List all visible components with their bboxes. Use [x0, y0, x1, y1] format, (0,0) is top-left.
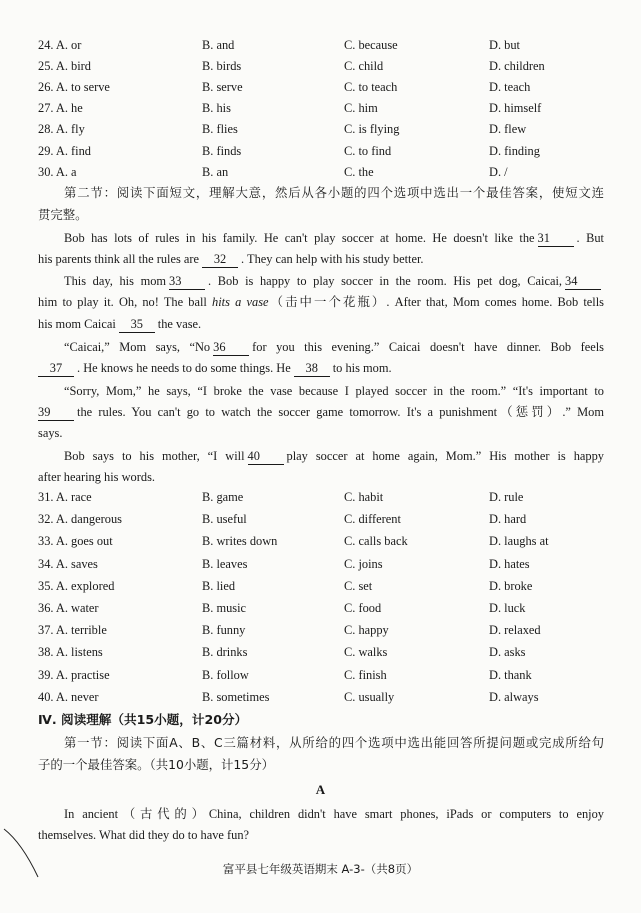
- option-row: [0, 687, 641, 707]
- blank-31: 31: [538, 231, 574, 247]
- option-a: 25. A. bird: [38, 59, 92, 74]
- section4-title: Ⅳ. 阅读理解（共15小题，计20分）: [38, 712, 248, 727]
- option-d: D. but: [489, 38, 520, 52]
- option-a: 29. A. find: [38, 143, 92, 158]
- passage-text: him to play it. Oh, no! The ball: [38, 295, 207, 309]
- option-d: D. luck: [489, 601, 526, 615]
- option-c: C. to find: [344, 143, 392, 158]
- option-d: D. children: [489, 59, 545, 74]
- option-a: 30. A. a: [38, 164, 77, 179]
- passage-text: .” Mom: [562, 405, 605, 419]
- option-c: C. to teach: [344, 80, 398, 95]
- passage-text: . He knows he needs to do some things. He: [77, 361, 291, 375]
- option-row: [0, 35, 641, 55]
- passage-text: play soccer at home again, Mom.” His mother is happy: [286, 449, 604, 463]
- passage-text: to his mom.: [332, 361, 392, 375]
- option-d: D. teach: [489, 80, 531, 95]
- option-d: D. always: [489, 689, 539, 704]
- passage-a-line-1: [64, 804, 604, 824]
- option-c: C. walks: [344, 645, 388, 660]
- option-row: [0, 162, 641, 182]
- option-row: [0, 56, 641, 76]
- option-row: [0, 576, 641, 596]
- option-c: C. child: [344, 59, 384, 74]
- passage-line-2: [38, 249, 604, 269]
- option-row: [0, 509, 641, 529]
- option-c: C. calls back: [344, 534, 408, 549]
- option-c: C. happy: [344, 623, 389, 638]
- option-row: [0, 665, 641, 685]
- blank-35: 35: [119, 317, 155, 333]
- option-d: D. hates: [489, 556, 530, 571]
- option-a: 40. A. never: [38, 689, 99, 704]
- option-b: B. serve: [202, 80, 243, 95]
- option-b: B. leaves: [202, 556, 248, 571]
- option-a: 34. A. saves: [38, 556, 98, 571]
- option-a: 33. A. goes out: [38, 534, 113, 549]
- scan-mark-icon: [0, 825, 60, 885]
- option-c: C. finish: [344, 667, 387, 682]
- passage-text: . Bob is happy to play soccer in the room. His pet dog, Caicai,: [208, 274, 562, 288]
- option-c: C. the: [344, 164, 374, 179]
- passage-text: his parents think all the rules are: [38, 252, 200, 266]
- option-d: D. finding: [489, 143, 540, 158]
- option-b: B. sometimes: [202, 689, 270, 704]
- option-row: [0, 487, 641, 507]
- passage-text: . After that, Mom comes home. Bob tells: [386, 295, 604, 309]
- passage-label-a: A: [315, 782, 326, 797]
- blank-33: 33: [169, 274, 205, 290]
- passage-text: . But: [576, 231, 605, 245]
- option-c: C. set: [344, 578, 373, 593]
- option-a: 35. A. explored: [38, 578, 115, 593]
- option-b: B. drinks: [202, 645, 248, 660]
- option-row: [0, 98, 641, 118]
- option-d: D. broke: [489, 578, 533, 593]
- passage-text: “Caicai,” Mom says, “No: [64, 340, 211, 354]
- option-b: B. and: [202, 38, 235, 52]
- option-row: [0, 531, 641, 551]
- passage-text: China, children didn't have smart phones, iPads or computers to enjoy: [208, 807, 605, 821]
- passage-text: “Sorry, Mom,” he says, “I broke the vase because I played soccer in the room.” “It's important to: [64, 384, 604, 398]
- option-d: D. asks: [489, 645, 526, 660]
- option-row: [0, 642, 641, 662]
- option-c: C. him: [344, 101, 378, 116]
- passage-line-7: [38, 358, 604, 378]
- blank-32: 32: [202, 252, 238, 268]
- passage-chinese-gloss: （惩罚）: [497, 404, 563, 419]
- option-row: [0, 77, 641, 97]
- option-c: C. joins: [344, 556, 383, 571]
- option-a: 32. A. dangerous: [38, 512, 122, 527]
- option-c: C. is flying: [344, 122, 400, 137]
- option-c: C. because: [344, 38, 398, 52]
- passage-text: Bob has lots of rules in his family. He can't play soccer at home. He doesn't like the: [64, 231, 535, 245]
- option-b: B. an: [202, 164, 229, 179]
- passage-line-4: [38, 292, 604, 312]
- passage-italic-text: hits a vase: [212, 295, 269, 309]
- option-a: 31. A. race: [38, 490, 92, 504]
- option-b: B. follow: [202, 667, 249, 682]
- option-a: 38. A. listens: [38, 645, 103, 660]
- blank-34: 34: [565, 274, 601, 290]
- blank-37: 37: [38, 361, 74, 377]
- passage-chinese-gloss: （击中一个花瓶）: [268, 294, 387, 309]
- option-d: D. relaxed: [489, 623, 541, 638]
- option-b: B. birds: [202, 59, 242, 74]
- option-c: C. different: [344, 512, 401, 527]
- option-row: [0, 119, 641, 139]
- passage-text: This day, his mom: [64, 274, 167, 288]
- passage-line-5: [38, 314, 604, 334]
- option-b: B. funny: [202, 623, 246, 638]
- section2-instruction-line2: 贯完整。: [38, 207, 88, 222]
- option-b: B. useful: [202, 512, 247, 527]
- passage-text: his mom Caicai: [38, 317, 116, 331]
- passage-line-1: [64, 228, 604, 248]
- option-a: 37. A. terrible: [38, 623, 107, 638]
- passage-chinese-gloss: （古代的）: [118, 806, 209, 821]
- option-d: D. hard: [489, 512, 527, 527]
- option-row: [0, 598, 641, 618]
- section4-instruction-line2: 子的一个最佳答案。（共10小题，计15分）: [38, 757, 274, 772]
- option-d: D. thank: [489, 667, 532, 682]
- option-a: 26. A. to serve: [38, 80, 110, 95]
- option-row: [0, 141, 641, 161]
- passage-line-10: says.: [38, 426, 63, 440]
- option-row: [0, 554, 641, 574]
- passage-text: the vase.: [157, 317, 202, 331]
- blank-36: 36: [213, 340, 249, 356]
- option-a: 27. A. he: [38, 101, 83, 116]
- option-a: 28. A. fly: [38, 122, 85, 137]
- option-b: B. his: [202, 101, 231, 116]
- option-b: B. lied: [202, 578, 236, 593]
- option-b: B. writes down: [202, 534, 278, 549]
- blank-38: 38: [294, 361, 330, 377]
- passage-text: . They can help with his study better.: [241, 252, 424, 266]
- section2-instruction-line1: 第二节：阅读下面短文，理解大意，然后从各小题的四个选项中选出一个最佳答案，使短文连: [64, 185, 604, 200]
- option-d: D. himself: [489, 101, 542, 116]
- option-b: B. music: [202, 601, 247, 615]
- passage-line-8: [64, 381, 604, 401]
- passage-text: Bob says to his mother, “I will: [64, 449, 245, 463]
- option-b: B. game: [202, 490, 244, 504]
- passage-line-6: [64, 337, 604, 357]
- passage-line-9: [38, 402, 604, 422]
- passage-text: In ancient: [64, 807, 119, 821]
- passage-line-11: [64, 446, 604, 466]
- option-d: D. /: [489, 164, 508, 179]
- section4-instruction-line1: 第一节：阅读下面A、B、C三篇材料，从所给的四个选项中选出能回答所提问题或完成所给句: [64, 735, 604, 750]
- option-d: D. flew: [489, 122, 527, 137]
- page-footer: 富平县七年级英语期末 A-3-（共8页）: [222, 862, 419, 876]
- option-c: C. food: [344, 601, 382, 615]
- option-b: B. flies: [202, 122, 238, 137]
- option-c: C. usually: [344, 689, 395, 704]
- option-a: 36. A. water: [38, 601, 99, 615]
- passage-line-3: [64, 271, 604, 291]
- option-row: [0, 620, 641, 640]
- blank-40: 40: [248, 449, 284, 465]
- option-a: 24. A. or: [38, 38, 82, 52]
- passage-text: the rules. You can't go to watch the soccer game tomorrow. It's a punishment: [77, 405, 498, 419]
- option-a: 39. A. practise: [38, 667, 110, 682]
- option-d: D. laughs at: [489, 534, 549, 549]
- option-b: B. finds: [202, 143, 242, 158]
- blank-39: 39: [38, 405, 74, 421]
- option-d: D. rule: [489, 490, 524, 504]
- passage-line-12: after hearing his words.: [38, 470, 155, 484]
- passage-text: for you this evening.” Caicai doesn't have dinner. Bob feels: [252, 340, 605, 354]
- option-c: C. habit: [344, 490, 384, 504]
- passage-a-line-2: themselves. What did they do to have fun?: [38, 828, 250, 842]
